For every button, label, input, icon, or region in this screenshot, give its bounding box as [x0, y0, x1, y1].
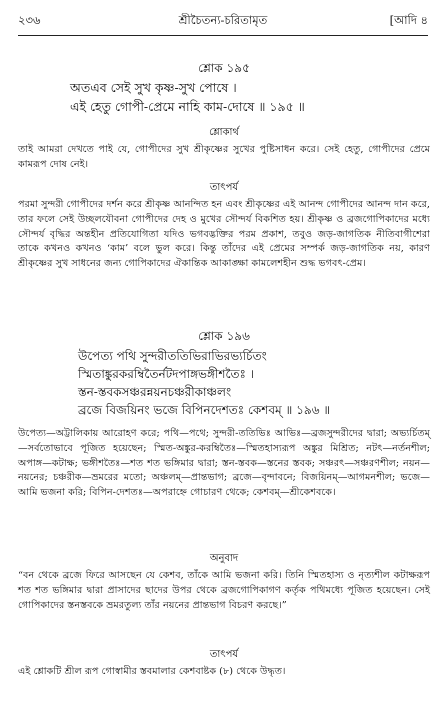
- verse-196-purport: এই শ্লোকটি শ্রীল রূপ গোস্বামীর স্তবমালার কেশবাষ্টক (৮) থেকে উদ্ধৃত।: [18, 666, 286, 677]
- verse-195-line-2: এই হেতু গোপী-প্রেমে নাহি কাম-দোষে ॥ ১৯৫ ॥: [70, 99, 305, 114]
- book-title: শ্রীচৈতন্য-চরিতামৃত: [178, 13, 268, 27]
- verse-196-translation: “বন থেকে ব্রজে ফিরে আসছেন যে কেশব, তাঁকে আমি ভজনা করি। তিনি স্মিতহাস্য ও নৃত্যশীল কটাক্ষরূপ শত শত ভঙ্গিমার দ্বারা প্রাসাদের ছাদের উপর থেকে ব্রজগোপিকাগণ কর্তৃক পথিমধ্যে পূজিত হয়েছেন। সেই গোপিকাদের স্তনস্তবকে ভ্রমরতুল্য তাঁর নয়নের প্রান্তভাগ বিচরণ করছে।”: [18, 570, 430, 611]
- verse-195-translation-heading: শ্লোকার্থ: [209, 127, 239, 138]
- verse-196-heading: শ্লোক ১৯৬: [198, 329, 250, 343]
- verse-196-line-4: ব্রজে বিজয়িনং ভজে বিপিনদেশতঃ কেশবম্ ॥ ১৯৬ ॥: [78, 403, 331, 417]
- chapter-label: [আদি ৪: [389, 13, 428, 27]
- page-number: ২৩৬: [18, 13, 41, 27]
- verse-196-line-2: স্মিতাঙ্কুরকরম্বিতৈর্নটদপাঙ্গভঙ্গীশতৈঃ ।: [78, 367, 255, 381]
- verse-195-translation: তাই আমরা দেখতে পাই যে, গোপীদের সুখ শ্রীকৃষ্ণের সুখের পুষ্টিসাধন করে। সেই হেতু, গোপীদের প্রেমে কামরূপ দোষ নেই।: [18, 144, 430, 170]
- verse-196-translation-heading: অনুবাদ: [209, 553, 239, 564]
- running-header: [18, 12, 428, 32]
- verse-195-purport: পরমা সুন্দরী গোপীদের দর্শন করে শ্রীকৃষ্ণ আনন্দিত হন এবং শ্রীকৃষ্ণের এই আনন্দ গোপীদের আনন্দ দান করে, তার ফলে সেই উচ্ছলযৌবনা গোপীদের দেহ ও মুখের সৌন্দর্য বিকশিত হয়। শ্রীকৃষ্ণ ও ব্রজগোপিকাদের মধ্যে সৌন্দর্য বৃদ্ধির অন্তহীন প্রতিযোগিতা যদিও ভগবদ্ভক্তির পরম প্রকাশ, তবুও জড়-জাগতিক নীতিবাগীশেরা তাকে কখনও কখনও ‘কাম’ বলে ভুল করে। কিন্তু তাঁদের এই প্রেমের সম্পর্ক জড়-জাগতিক নয়, কারণ শ্রীকৃষ্ণের সুখ সাধনের জন্য গোপিকাদের ঐকান্তিক আকাঙ্ক্ষা কামলেশহীন শুদ্ধ ভগবৎ-প্রেম।: [18, 199, 430, 270]
- header-rule: [18, 35, 428, 36]
- verse-196-line-1: উপেত্য পথি সুন্দরীততিভিরাভিরভ্যর্চিতং: [78, 349, 267, 363]
- verse-195-line-1: অতএব সেই সুখ কৃষ্ণ-সুখ পোষে ।: [70, 80, 237, 95]
- verse-196-synonyms: উপেত্য—অট্টালিকায় আরোহণ করে; পথি—পথে; সুন্দরী-ততিভিঃ আভিঃ—ব্রজসুন্দরীদের দ্বারা; অভ্যর্চিতম্—সর্বতোভাবে পূজিত হয়েছেন; স্মিত-অঙ্কুর-করম্বিতৈঃ—স্মিতহাস্যরূপ অঙ্কুর মিশ্রিত; নটৎ—নর্তনশীল; অপাঙ্গ—কটাক্ষ; ভঙ্গীশতৈঃ—শত শত ভঙ্গিমার দ্বারা; স্তন-স্তবক—স্তনের স্তবক; সঞ্চরৎ—সঞ্চরণশীল; নয়ন—নয়নের; চঞ্চরীক—ভ্রমরের মতো; অঞ্চলম্—প্রান্তভাগ; ব্রজে—বৃন্দাবনে; বিজয়িনম্—আগমনশীল; ভজে—আমি ভজনা করি; বিপিন-দেশতঃ—অপরাহ্নে গোচারণ থেকে; কেশবম্—শ্রীকেশবকে।: [18, 428, 430, 499]
- verse-196-purport-heading: তাৎপর্য: [209, 649, 239, 660]
- verse-196-line-3: স্তন-স্তবকসঞ্চরন্নয়নচঞ্চরীকাঞ্চলং: [78, 385, 232, 399]
- verse-195-heading: শ্লোক ১৯৫: [198, 61, 250, 75]
- verse-195-purport-heading: তাৎপর্য: [209, 182, 239, 193]
